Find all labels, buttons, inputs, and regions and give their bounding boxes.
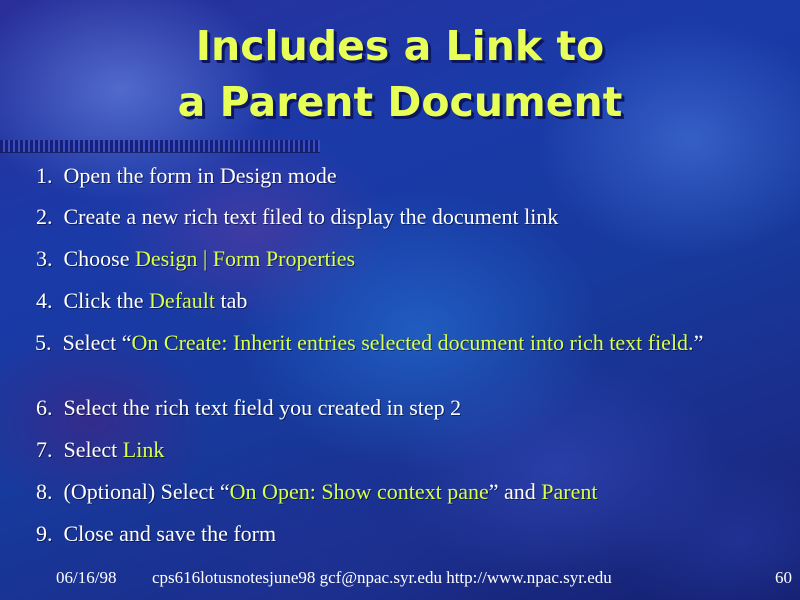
- slide-title-line-2: a Parent Document: [177, 78, 623, 126]
- step-highlight: Default: [149, 288, 216, 313]
- step-number: 3.: [36, 246, 53, 271]
- step-number: 5.: [35, 330, 52, 355]
- step-highlight: On Create: Inherit entries selected document into rich text field.: [131, 330, 694, 355]
- step-1: [36, 164, 786, 188]
- step-text: Choose: [63, 246, 135, 271]
- step-text: Select “: [62, 330, 132, 355]
- step-highlight: Link: [122, 437, 165, 462]
- step-text: ” and: [488, 479, 542, 504]
- slide-title: [0, 18, 800, 130]
- step-number: 8.: [36, 479, 53, 504]
- step-number: 7.: [36, 437, 53, 462]
- step-7: [36, 438, 786, 462]
- step-9: [36, 522, 786, 546]
- step-text: (Optional) Select “: [63, 479, 230, 504]
- slide-title-line-1: Includes a Link to: [195, 22, 605, 70]
- step-number: 2.: [36, 204, 53, 229]
- step-text: Close and save the form: [63, 521, 277, 546]
- step-text: Select the rich text field you created in step 2: [63, 395, 462, 420]
- step-text: Create a new rich text filed to display the document link: [63, 204, 559, 229]
- step-4: [36, 289, 786, 313]
- step-number: 6.: [36, 395, 53, 420]
- step-number: 1.: [36, 163, 53, 188]
- step-2: [36, 205, 786, 229]
- title-divider: [0, 140, 320, 152]
- step-highlight: On Open: Show context pane: [229, 479, 489, 504]
- step-8: [36, 480, 786, 504]
- step-number: 4.: [36, 288, 53, 313]
- step-5: [35, 331, 787, 355]
- step-text: Click the: [63, 288, 150, 313]
- footer-date: 06/16/98: [56, 568, 117, 587]
- step-text: tab: [215, 288, 248, 313]
- step-6: [36, 396, 786, 420]
- footer-source: cps616lotusnotesjune98 gcf@npac.syr.edu http://www.npac.syr.edu: [152, 568, 612, 587]
- step-highlight: Parent: [541, 479, 598, 504]
- step-3: [36, 247, 786, 271]
- step-number: 9.: [36, 521, 53, 546]
- page-number: 60: [775, 568, 792, 587]
- step-text: ”: [693, 330, 704, 355]
- step-highlight: Design | Form Properties: [135, 246, 356, 271]
- step-text: Select: [63, 437, 123, 462]
- slide-footer: [0, 565, 800, 591]
- step-text: Open the form in Design mode: [63, 163, 337, 188]
